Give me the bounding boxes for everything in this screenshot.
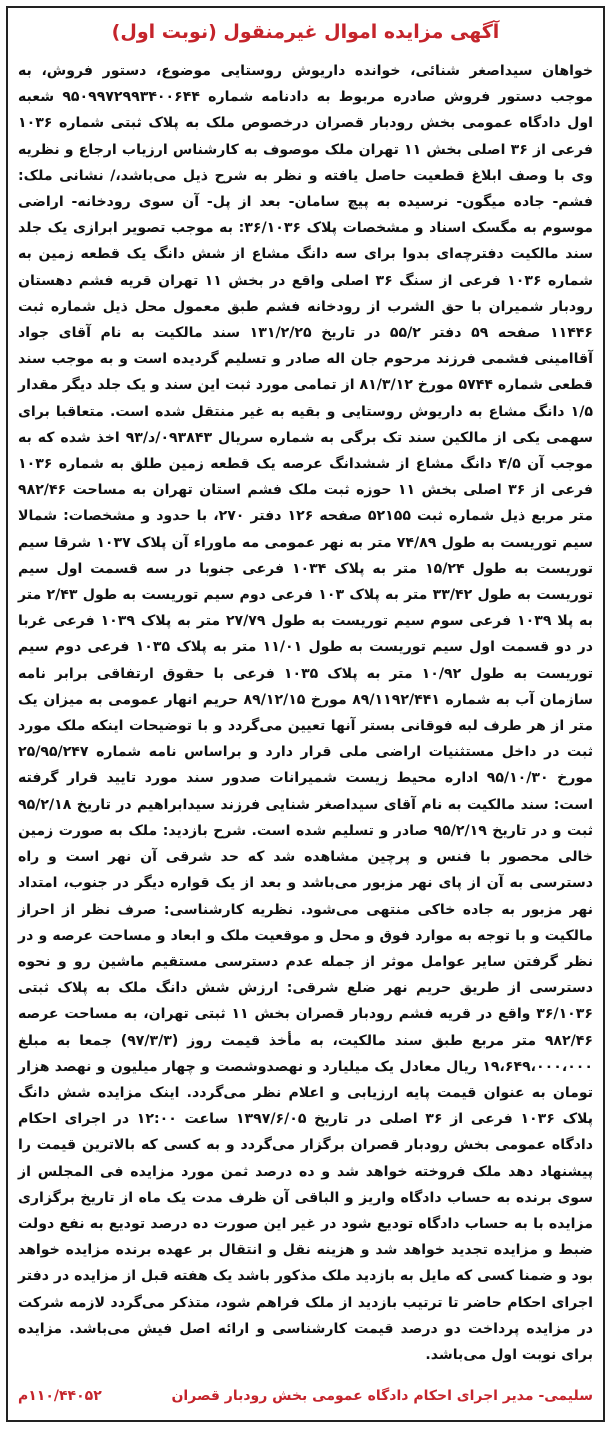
signer-line: سلیمی- مدیر اجرای احکام دادگاه عمومی بخش رودبار قصران: [171, 1388, 593, 1404]
notice-title: آگهی مزایده اموال غیرمنقول (نوبت اول): [111, 21, 500, 43]
notice-body: خواهان سیداصغر شنائی، خوانده داریوش روستایی موضوع، دستور فروش، به موجب دستور فروش صادره مربوط به دادنامه شماره ۹۵۰۹۹۷۲۹۹۳۴۰۰۶۴۴ شعبه اول دادگاه عمومی بخش رودبار قصران درخصوص ملک به پلاک ثبتی شماره ۱۰۳۶ فرعی از ۳۶ اصلی بخش ۱۱ تهران ملک موصوف به کارشناس ارزیاب ارجاع و نظریه وی با وصف ابلاغ قطعیت حاصل یافته و نظر به شرح ذیل می‌باشد،/ نشانی ملک: فشم- جاده میگون- نرسیده به پیچ سامان- بعد از پل- آن سوی رودخانه- اراضی موسوم به مگسک اسناد و مشخصات پلاک ۳۶/۱۰۳۶: به موجب تصویر ابرازی یک جلد سند مالکیت دفترچه‌ای بدوا برای سه دانگ مشاع از شش دانگ یک قطعه زمین به شماره ۱۰۳۶ فرعی از سنگ ۳۶ اصلی واقع در بخش ۱۱ تهران قریه فشم دهستان رودبار شمیران با حق الشرب از رودخانه فشم طبق معمول محل ذیل شماره ثبت ۱۱۴۴۶ صفحه ۵۹ دفتر ۵۵/۲ در تاریخ ۱۳۱/۲/۲۵ سند مالکیت به نام آقای جواد آقاامینی فشمی فرزند مرحوم جان اله صادر و تسلیم گردیده است و به موجب سند قطعی شماره ۵۷۴۴ مورخ ۸۱/۳/۱۲ از تمامی مورد ثبت این سند و یک جلد دیگر مقدار ۱/۵ دانگ مشاع به داریوش روستایی و بقیه به غیر منتقل شده است. متعاقبا برای سهمی یکی از مالکین سند تک برگی به شماره سریال ۰۹۳۸۴۳/د/۹۳ اخذ شده که به موجب آن ۴/۵ دانگ مشاع از ششدانگ عرصه یک قطعه زمین طلق به شماره ۱۰۳۶ فرعی از ۳۶ اصلی بخش ۱۱ حوزه ثبت ملک فشم استان تهران به مساحت ۹۸۲/۴۶ متر مربع ذیل شماره ثبت ۵۲۱۵۵ صفحه ۱۲۶ دفتر ۲۷۰، با حدود و مشخصات: شمالا سیم توریست به طول ۷۴/۸۹ متر به نهر عمومی مه ماوراء آن پلاک ۱۰۳۷ شرقا سیم توریست به طول ۱۵/۲۴ متر به پلاک ۱۰۳۴ فرعی جنوبا در سه قسمت اول سیم توریست به طول ۳۳/۴۲ متر به پلاک ۱۰۳ فرعی دوم سیم توریست به طول ۲/۴۳ متر به پلا ۱۰۳۹ فرعی سوم سیم توریست به طول ۲۷/۷۹ متر به پلاک ۱۰۳۹ فرعی غربا در دو قسمت اول سیم توریست به طول ۱۱/۰۱ متر به پلاک ۱۰۳۵ فرعی دوم سیم توریست به طول ۱۰/۹۲ متر به پلاک ۱۰۳۵ فرعی با حقوق ارتفاقی برابر نامه سازمان آب به شماره ۸۹/۱۱۹۲/۴۴۱ مورخ ۸۹/۱۲/۱۵ حریم انهار عمومی به میزان یک متر از هر طرف لبه فوقانی بستر آنها تعیین می‌گردد و با توضیحات اینکه ملک مورد ثبت در داخل مستثنیات اراضی ملی قرار دارد و براساس نامه شماره ۲۵/۹۵/۲۴۷ مورخ ۹۵/۱۰/۳۰ اداره محیط زیست شمیرانات صدور سند مورد تایید قرار گرفته است: سند مالکیت به نام آقای سیداصغر شنایی فرزند سیدابراهیم در تاریخ ۹۵/۲/۱۸ ثبت و در تاریخ ۹۵/۲/۱۹ صادر و تسلیم شده است. شرح بازدید: ملک به صورت زمین خالی محصور با فنس و پرچین مشاهده شد که حد شرقی آن نهر است و راه دسترسی به آن از پای نهر مزبور می‌باشد و بعد از یک قواره دیگر در جنوب، امتداد نهر مزبور به جاده خاکی منتهی می‌شود. نظریه کارشناسی: صرف نظر از احراز مالکیت و با توجه به موارد فوق و محل و موقعیت ملک و ابعاد و مساحت عرصه و در نظر گرفتن سایر عوامل موثر از جمله عدم دسترسی مستقیم ماشین رو و نحوه دسترسی از طریق حریم نهر ضلع شرقی: ارزش شش دانگ ملک به پلاک ثبتی ۳۶/۱۰۳۶ واقع در قریه فشم رودبار قصران بخش ۱۱ ثبتی تهران، به مساحت عرصه ۹۸۲/۴۶ متر مربع طبق سند مالکیت، به مأخذ قیمت روز (۹۷/۳/۳) جمعا به مبلغ ۱۹،۶۴۹،۰۰۰،۰۰۰ ریال معادل یک میلیارد و نهصدوشصت و چهار میلیون و نهصد هزار تومان به عنوان قیمت پایه ارزیابی و اعلام نظر می‌گردد. اینک مزایده شش دانگ پلاک ۱۰۳۶ فرعی از ۳۶ اصلی در تاریخ ۱۳۹۷/۶/۰۵ ساعت ۱۲:۰۰ در اجرای احکام دادگاه عمومی بخش رودبار قصران برگزار می‌گردد و به کسی که بالاترین قیمت را پیشنهاد دهد ملک فروخته خواهد شد و ده درصد ثمن مورد مزایده فی المجلس از سوی برنده به حساب دادگاه واریز و الباقی آن ظرف مدت یک ماه از تاریخ برگزاری مزایده با به حساب دادگاه تودیع شود در غیر این صورت ده درصد تودیع به نفع دولت ضبط و مزایده تجدید خواهد شد و هزینه نقل و انتقال بر عهده برنده مزایده خواهد بود و ضمنا کسی که مایل به بازدید ملک مذکور باشد یک هفته قبل از مزایده در دفتر اجرای احکام حاضر تا ترتیب بازدید از ملک فراهم شود، متذکر می‌گردد لازمه شرکت در مزایده پرداخت دو درصد قیمت کارشناسی و ارائه اصل فیش می‌باشد. مزایده برای نوبت اول می‌باشد.: [18, 63, 594, 1363]
notice-footer: [18, 1384, 593, 1408]
title-wrap: [8, 18, 603, 52]
notice-code: ۱۱۰/۴۴۰۵۲م: [18, 1388, 102, 1404]
legal-notice-box: [6, 6, 605, 1422]
